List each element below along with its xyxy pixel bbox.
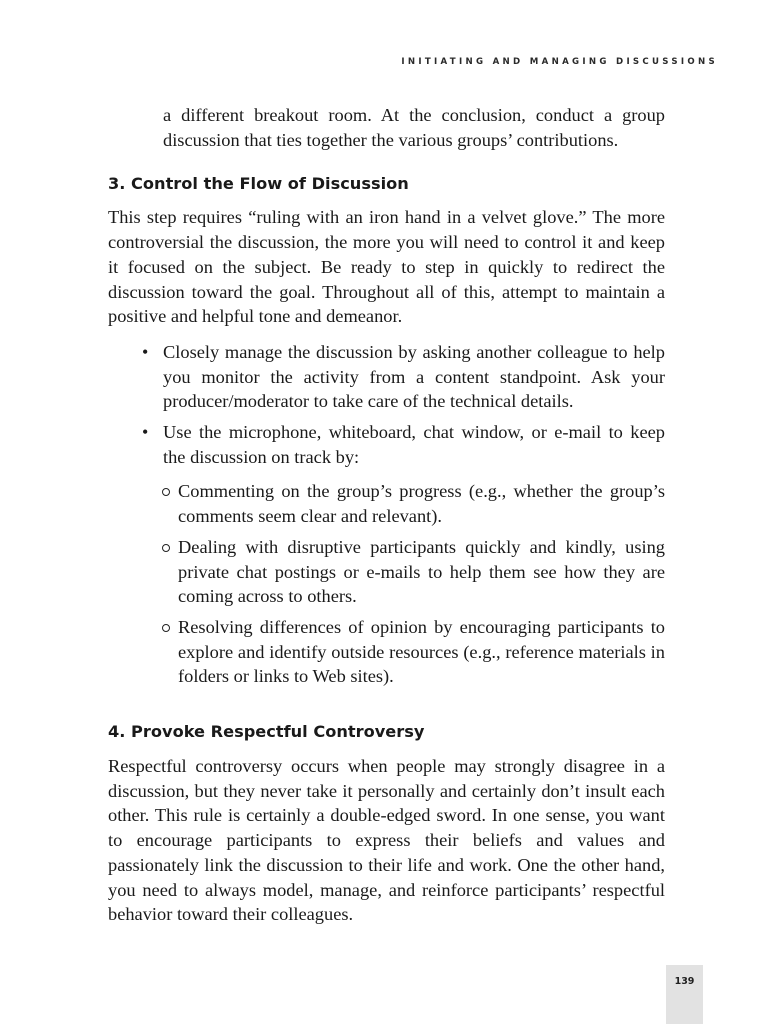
sub-list-item-text: Commenting on the group’s progress (e.g., whether the group’s comments seem clear and relevant). [178, 481, 665, 527]
sub-list-item [108, 615, 665, 689]
section-4-paragraph: Respectful controversy occurs when people may strongly disagree in a discussion, but they never take it personally and certainly don’t insult each other. This rule is certainly a double-edged sword. In one sense, you want to encourage participants to express their beliefs and values and passionately link the discussion to their life and work. One the other hand, you need to always model, manage, and reinforce participants’ respectful behavior toward their colleagues. [108, 756, 665, 925]
section-3-heading: 3. Control the Flow of Discussion [108, 174, 409, 194]
circle-bullet-icon [162, 624, 170, 632]
sub-list-item-text: Resolving differences of opinion by encouraging participants to explore and identify outside resources (e.g., reference materials in folders or links to Web sites). [178, 616, 665, 687]
sub-bullet-list [108, 479, 665, 689]
page-number: 139 [674, 976, 695, 987]
page-number-tab [666, 965, 703, 1024]
list-item-text: Closely manage the discussion by asking another colleague to help you monitor the activity from a content standpoint. Ask your producer/moderator to take care of the technical details. [163, 341, 665, 412]
circle-bullet-icon [162, 488, 170, 496]
list-item-text: Use the microphone, whiteboard, chat window, or e-mail to keep the discussion on track by: [163, 422, 665, 467]
list-item [108, 420, 665, 689]
circle-bullet-icon [162, 544, 170, 552]
running-head: INITIATING AND MANAGING DISCUSSIONS [401, 57, 718, 67]
sub-list-item-text: Dealing with disruptive participants quickly and kindly, using private chat postings or e-mails to help them see how they are coming across to others. [178, 536, 665, 607]
bullet-list [108, 340, 665, 689]
section-4-heading: 4. Provoke Respectful Controversy [108, 722, 425, 742]
bullet-icon: • [142, 422, 149, 443]
list-item [108, 340, 665, 414]
page-body [108, 103, 665, 927]
section-3-paragraph: This step requires “ruling with an iron hand in a velvet glove.” The more controversial the discussion, the more you will need to control it and keep it focused on the subject. Be ready to step in quickly to redirect the discussion toward the goal. Throughout all of this, attempt to maintain a positive and helpful tone and demeanor. [108, 207, 665, 327]
bullet-icon: • [142, 341, 149, 362]
sub-list-item [108, 535, 665, 609]
continuation-paragraph: a different breakout room. At the conclusion, conduct a group discussion that ties together the various groups’ contributions. [163, 105, 665, 150]
sub-list-item [108, 479, 665, 528]
